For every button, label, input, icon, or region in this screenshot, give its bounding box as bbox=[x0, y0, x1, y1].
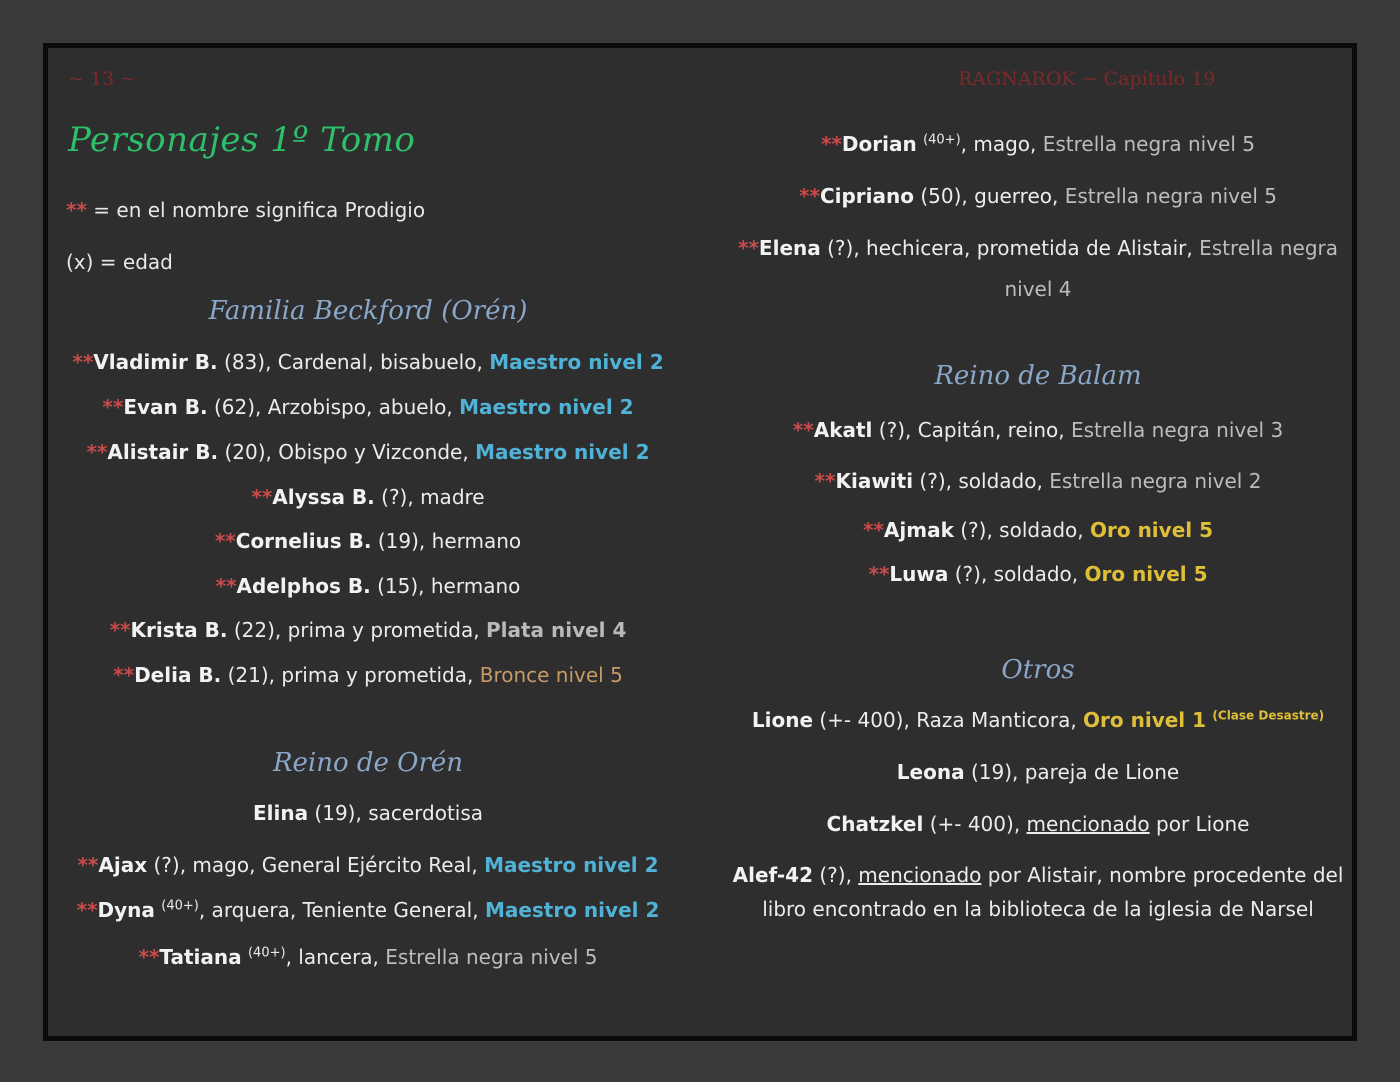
character-name: Cornelius B. bbox=[235, 529, 372, 553]
character-row bbox=[48, 618, 688, 642]
rank-label: Estrella negra nivel 2 bbox=[1049, 469, 1262, 493]
prodigy-mark: ** bbox=[251, 485, 273, 509]
legend-star-mark: ** bbox=[66, 198, 87, 222]
character-desc: (62), Arzobispo, abuelo, bbox=[207, 395, 460, 419]
prodigy-mark: ** bbox=[86, 440, 108, 464]
character-row bbox=[728, 518, 1348, 542]
character-desc: , lancera, bbox=[285, 945, 386, 969]
prodigy-mark: ** bbox=[138, 945, 160, 969]
character-desc: (50), guerreo, bbox=[914, 184, 1065, 208]
age-label: (40+) bbox=[247, 945, 286, 961]
character-desc: (?), mago, General Ejército Real, bbox=[147, 853, 485, 877]
rank-label: Maestro nivel 2 bbox=[459, 395, 634, 419]
character-name: Alyssa B. bbox=[272, 485, 375, 509]
rank-label: Oro nivel 5 bbox=[1084, 562, 1208, 586]
prodigy-mark: ** bbox=[214, 529, 236, 553]
character-desc: (19), sacerdotisa bbox=[308, 801, 484, 825]
character-row bbox=[48, 485, 688, 509]
prodigy-mark: ** bbox=[109, 618, 131, 642]
character-row bbox=[48, 853, 688, 877]
age-label: (40+) bbox=[161, 898, 199, 914]
character-row bbox=[728, 812, 1348, 836]
character-desc-tail: por Alistair, nombre procedente del bbox=[981, 863, 1344, 887]
character-desc: (83), Cardenal, bisabuelo, bbox=[217, 350, 490, 374]
character-desc: , mago, bbox=[960, 132, 1043, 156]
prodigy-mark: ** bbox=[76, 898, 98, 922]
mentioned-label: mencionado bbox=[858, 863, 982, 887]
prodigy-mark: ** bbox=[799, 184, 820, 208]
character-desc: (19), hermano bbox=[371, 529, 522, 553]
section-title-otros: Otros bbox=[1001, 655, 1075, 685]
legend-prodigy bbox=[66, 198, 425, 222]
character-row bbox=[48, 801, 688, 825]
rank-label: nivel 4 bbox=[1004, 277, 1072, 301]
character-name: Dyna bbox=[97, 898, 155, 922]
character-name: Akatl bbox=[813, 418, 873, 442]
character-desc: , arquera, Teniente General, bbox=[198, 898, 485, 922]
prodigy-mark: ** bbox=[792, 418, 814, 442]
character-name: Alef-42 bbox=[732, 863, 813, 887]
prodigy-mark: ** bbox=[77, 853, 99, 877]
section-title-oren: Reino de Orén bbox=[272, 748, 464, 778]
book-page bbox=[43, 43, 1357, 1041]
character-row bbox=[728, 469, 1348, 493]
rank-label: Estrella negra nivel 5 bbox=[1042, 132, 1255, 156]
rank-label: Plata nivel 4 bbox=[485, 618, 627, 642]
character-name: Ajmak bbox=[883, 518, 954, 542]
character-row bbox=[48, 350, 688, 374]
character-name: Krista B. bbox=[130, 618, 228, 642]
character-row bbox=[48, 440, 688, 464]
age-label: (40+) bbox=[923, 132, 961, 148]
character-row bbox=[728, 184, 1348, 208]
mentioned-label: mencionado bbox=[1026, 812, 1150, 836]
rank-label: Maestro nivel 2 bbox=[484, 853, 659, 877]
prodigy-mark: ** bbox=[862, 518, 884, 542]
rank-label: Oro nivel 1 bbox=[1083, 708, 1207, 732]
rank-label: Maestro nivel 2 bbox=[489, 350, 664, 374]
character-row bbox=[728, 418, 1348, 442]
character-desc: (?), soldado, bbox=[913, 469, 1050, 493]
page-title: Personajes 1º Tomo bbox=[68, 120, 416, 160]
rank-label: Oro nivel 5 bbox=[1090, 518, 1213, 542]
character-row bbox=[48, 898, 688, 922]
character-desc: (19), pareja de Lione bbox=[964, 760, 1180, 784]
character-row bbox=[48, 663, 688, 687]
character-row bbox=[48, 945, 688, 969]
legend-star-text: = en el nombre significa Prodigio bbox=[86, 198, 426, 222]
character-row bbox=[48, 529, 688, 553]
rank-label: Estrella negra nivel 3 bbox=[1070, 418, 1284, 442]
prodigy-mark: ** bbox=[102, 395, 124, 419]
character-name: Chatzkel bbox=[826, 812, 924, 836]
prodigy-mark: ** bbox=[814, 469, 836, 493]
character-name: Lione bbox=[751, 708, 814, 732]
character-name: Evan B. bbox=[123, 395, 208, 419]
character-desc: (?), bbox=[813, 863, 859, 887]
character-row-continuation: libro encontrado en la biblioteca de la iglesia de Narsel bbox=[762, 897, 1314, 921]
character-row bbox=[728, 236, 1348, 260]
character-name: Elena bbox=[758, 236, 821, 260]
character-name: Vladimir B. bbox=[93, 350, 218, 374]
rank-label: Estrella negra nivel 5 bbox=[385, 945, 598, 969]
character-name: Delia B. bbox=[134, 663, 222, 687]
legend-age: (x) = edad bbox=[66, 250, 173, 274]
character-desc: (22), prima y prometida, bbox=[227, 618, 486, 642]
character-row bbox=[728, 562, 1348, 586]
prodigy-mark: ** bbox=[72, 350, 94, 374]
character-name: Tatiana bbox=[159, 945, 242, 969]
character-name: Leona bbox=[896, 760, 965, 784]
prodigy-mark: ** bbox=[868, 562, 890, 586]
character-name: Luwa bbox=[889, 562, 949, 586]
character-name: Cipriano bbox=[819, 184, 914, 208]
character-desc: (15), hermano bbox=[370, 574, 521, 598]
rank-label: Bronce nivel 5 bbox=[479, 663, 623, 687]
character-desc: (?), hechicera, prometida de Alistair, bbox=[820, 236, 1200, 260]
character-row bbox=[728, 760, 1348, 784]
character-row bbox=[728, 132, 1348, 156]
character-row bbox=[728, 708, 1348, 732]
character-row bbox=[48, 395, 688, 419]
rank-label: Maestro nivel 2 bbox=[475, 440, 650, 464]
character-desc: (?), Capitán, reino, bbox=[872, 418, 1071, 442]
character-name: Dorian bbox=[841, 132, 917, 156]
character-desc-tail: por Lione bbox=[1149, 812, 1250, 836]
page-number: ~ 13 ~ bbox=[68, 68, 137, 90]
rank-label: Estrella negra nivel 5 bbox=[1064, 184, 1277, 208]
character-desc: (+- 400), bbox=[923, 812, 1027, 836]
character-desc: (?), soldado, bbox=[948, 562, 1085, 586]
character-name: Adelphos B. bbox=[236, 574, 371, 598]
character-row bbox=[728, 863, 1348, 887]
section-title-balam: Reino de Balam bbox=[934, 361, 1142, 391]
prodigy-mark: ** bbox=[820, 132, 842, 156]
prodigy-mark: ** bbox=[738, 236, 759, 260]
character-desc: (?), soldado, bbox=[953, 518, 1090, 542]
character-name: Elina bbox=[252, 801, 309, 825]
rank-label: Maestro nivel 2 bbox=[484, 898, 660, 922]
section-title-beckford: Familia Beckford (Orén) bbox=[208, 296, 528, 326]
rank-label: Estrella negra bbox=[1199, 236, 1338, 260]
character-desc: (20), Obispo y Vizconde, bbox=[218, 440, 476, 464]
character-name: Kiawiti bbox=[835, 469, 914, 493]
character-desc: (21), prima y prometida, bbox=[221, 663, 480, 687]
character-name: Alistair B. bbox=[107, 440, 219, 464]
prodigy-mark: ** bbox=[113, 663, 135, 687]
character-name: Ajax bbox=[98, 853, 148, 877]
character-desc: (+- 400), Raza Manticora, bbox=[813, 708, 1084, 732]
running-title: RAGNAROK ~ Capítulo 19 bbox=[958, 68, 1216, 90]
prodigy-mark: ** bbox=[215, 574, 237, 598]
character-row-continuation bbox=[728, 277, 1348, 301]
class-note: (Clase Desastre) bbox=[1212, 708, 1325, 723]
character-desc: (?), madre bbox=[374, 485, 485, 509]
character-row bbox=[48, 574, 688, 598]
